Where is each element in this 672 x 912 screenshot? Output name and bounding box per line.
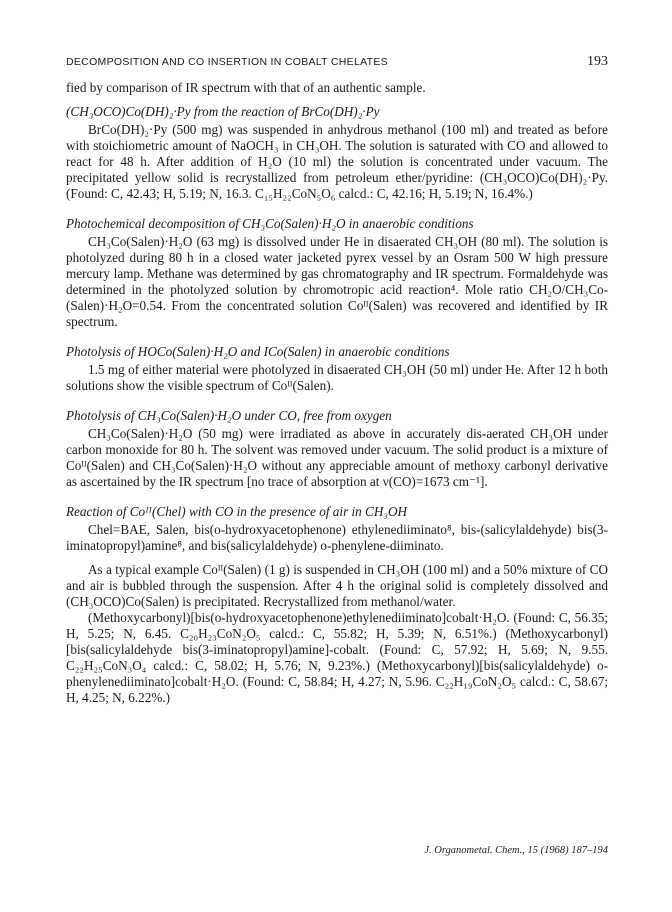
section-methoxycarbonyl-dimethylglyoximato <box>66 104 608 202</box>
paragraph: 1.5 mg of either material were photolyzed in disaerated CH₃OH (50 ml) under He. After 12 h both solutions show the visible spectrum of Coᴵᴵ(Salen). <box>66 362 608 393</box>
paragraph: As a typical example Coᴵᴵ(Salen) (1 g) is suspended in CH₃OH (100 ml) and a 50% mixture of CO and air is bubbled through the suspension. After 4 h the original solid is completely dissolved and (CH₃OCO)Co(Salen) is precipitated. Recrystallized from methanol/water. <box>66 562 608 609</box>
paragraph: BrCo(DH)₂·Py (500 mg) was suspended in anhydrous methanol (100 ml) and treated as before with stoichiometric amount of NaOCH₃ in CH₃OH. The solution is saturated with CO and allowed to react for 48 h. After addition of H₂O (10 ml) the solution is concentrated under vacuum. The precipitated yellow solid is recrystallized from petroleum ether/pyridine: (CH₃OCO)Co(DH)₂·Py. (Found: C, 42.43; H, 5.19; N, 16.3. C₁₅H₂₂CoN₅O₆ calcd.: C, 42.16; H, 5.19; N, 16.4%.) <box>66 122 608 201</box>
paragraph: (Methoxycarbonyl)[bis(o-hydroxyacetophenone)ethylenediiminato]cobalt·H₂O. (Found: C, 56.35; H, 5.25; N, 6.45. C₂₀H₂₃CoN₂O₅ calcd.: C, 55.82; H, 5.39; N, 6.51%.) (Methoxycarbonyl)[bis(salicylaldehyde bis(3-iminatopropyl)amine]-cobalt. (Found: C, 57.92; H, 5.69; N, 9.55. C₂₂H₂₅CoN₃O₄ calcd.: C, 58.02; H, 5.76; N, 9.23%.) (Methoxycarbonyl)[bis(salicylaldehyde) o-phenylenediiminato]cobalt·H₂O. (Found: C, 58.84; H, 4.27; N, 5.96. C₂₂H₁₉CoN₂O₅ calcd.: C, 58.67; H, 4.25; N, 6.22%.) <box>66 610 608 705</box>
paragraph-spacer <box>66 554 608 562</box>
page-number: 193 <box>587 54 608 69</box>
article-body <box>66 80 608 706</box>
paragraph: Chel=BAE, Salen, bis(o-hydroxyacetophenone) ethylenediiminato⁸, bis-(salicylaldehyde) bis(3-iminatopropyl)amine⁸, and bis(salicylaldehyde) o-phenylene-diiminato. <box>66 522 608 553</box>
section-reaction-with-co-in-air <box>66 504 608 706</box>
continuation-line: fied by comparison of IR spectrum with that of an authentic sample. <box>66 80 426 95</box>
section-heading: Photochemical decomposition of CH₃Co(Salen)·H₂O in anaerobic conditions <box>66 216 474 231</box>
paragraph: CH₃Co(Salen)·H₂O (50 mg) were irradiated as above in accurately dis-aerated CH₃OH under carbon monoxide for 80 h. The solvent was removed under vacuum. The solid product is a mixture of Coᴵᴵ(Salen) and CH₃Co(Salen)·H₂O without any appreciable amount of methoxy carbonyl derivative as ascertained by the IR spectrum [no trace of absorption at ν(CO)=1673 cm⁻¹]. <box>66 426 608 489</box>
journal-citation: J. Organometal. Chem., 15 (1968) 187–194 <box>424 845 608 856</box>
section-photolysis-hoco-ico <box>66 344 608 394</box>
paragraph: CH₃Co(Salen)·H₂O (63 mg) is dissolved under He in disaerated CH₃OH (80 ml). The solution is photolyzed during 80 h in a closed water jacketed pyrex vessel by an Osram 500 W high pressure mercury lamp. Methane was determined by gas chromatography and IR spectrum. Formaldehyde was determined in the photolyzed solution by chromotropic acid reaction⁴. Mole ratio CH₂O/CH₃Co-(Salen)·H₂O=0.54. From the concentrated solution Coᴵᴵ(Salen) was recovered and identified by IR spectrum. <box>66 234 608 329</box>
section-photochemical-decomposition <box>66 216 608 330</box>
running-title: DECOMPOSITION AND CO INSERTION IN COBALT CHELATES <box>66 56 388 68</box>
section-heading: (CH₃OCO)Co(DH)₂·Py from the reaction of BrCo(DH)₂·Py <box>66 104 380 119</box>
section-photolysis-under-co <box>66 408 608 490</box>
section-heading: Photolysis of CH₃Co(Salen)·H₂O under CO, free from oxygen <box>66 408 392 423</box>
section-heading: Photolysis of HOCo(Salen)·H₂O and ICo(Salen) in anaerobic conditions <box>66 344 450 359</box>
page-header <box>66 54 608 70</box>
section-heading: Reaction of Coᴵᴵ(Chel) with CO in the presence of air in CH₃OH <box>66 504 408 519</box>
